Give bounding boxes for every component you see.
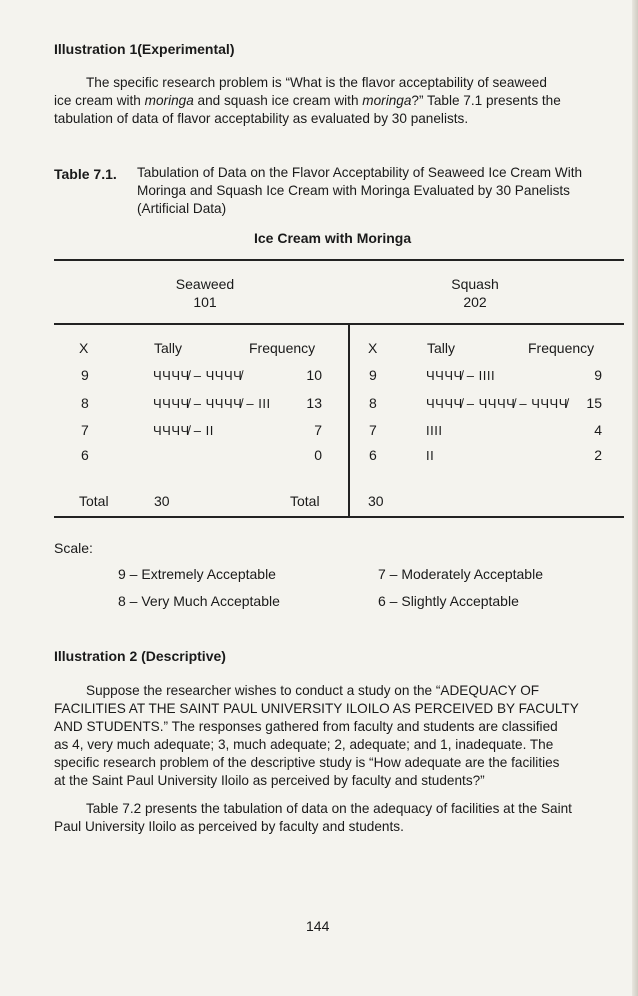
scale-item-9: 9 – Extremely Acceptable <box>118 566 276 582</box>
left-row-3-frequency: 7 <box>314 422 322 438</box>
right-row-2-tally: ЧЧЧЧ̸ – ЧЧЧЧ̸ – ЧЧЧЧ̸ <box>426 396 568 411</box>
left-row-2-tally: ЧЧЧЧ̸ – ЧЧЧЧ̸ – III <box>153 396 271 411</box>
left-row-3-x: 7 <box>81 422 89 438</box>
scale-label: Scale: <box>54 540 93 556</box>
left-row-1-frequency: 10 <box>306 367 322 383</box>
table-header-rule <box>54 323 624 325</box>
table-caption-line-3: (Artificial Data) <box>137 201 227 216</box>
right-row-1-x: 9 <box>369 367 377 383</box>
right-col-frequency: Frequency <box>528 340 595 356</box>
right-group-name: Squash <box>451 276 499 292</box>
para-2-line-6: at the Saint Paul University Iloilo as perceived by faculty and students?” <box>54 773 485 788</box>
right-row-3-tally: IIII <box>426 423 443 438</box>
right-row-4-x: 6 <box>369 447 377 463</box>
para-1-line-2: ice cream with moringa and squash ice cream with moringa?” Table 7.1 presents the <box>54 93 561 108</box>
right-row-3-x: 7 <box>369 422 377 438</box>
illustration-2-heading: Illustration 2 (Descriptive) <box>54 648 226 664</box>
left-row-2-frequency: 13 <box>306 395 322 411</box>
left-total-value: 30 <box>154 493 170 509</box>
scale-item-8: 8 – Very Much Acceptable <box>118 593 280 609</box>
scale-item-7: 7 – Moderately Acceptable <box>378 566 543 582</box>
right-row-3-frequency: 4 <box>594 422 602 438</box>
table-group-title: Ice Cream with Moringa <box>254 230 412 246</box>
right-group-code: 202 <box>463 294 487 310</box>
right-col-x: X <box>368 340 378 356</box>
left-row-4-x: 6 <box>81 447 89 463</box>
para-1-line-3: tabulation of data of flavor acceptability as evaluated by 30 panelists. <box>54 111 469 126</box>
para-1-line-1: The specific research problem is “What is the flavor acceptability of seaweed <box>86 75 547 90</box>
scale-item-6: 6 – Slightly Acceptable <box>378 593 519 609</box>
para-2-line-1: Suppose the researcher wishes to conduct a study on the “ADEQUACY OF <box>86 683 540 698</box>
left-col-x: X <box>79 340 89 356</box>
right-row-2-x: 8 <box>369 395 377 411</box>
left-row-1-x: 9 <box>81 367 89 383</box>
right-col-tally: Tally <box>427 340 456 356</box>
table-label: Table 7.1. <box>54 166 117 182</box>
left-row-1-tally: ЧЧЧЧ̸ – ЧЧЧЧ̸ <box>153 368 243 383</box>
table-caption-line-1: Tabulation of Data on the Flavor Acceptability of Seaweed Ice Cream With <box>137 165 583 180</box>
right-row-1-frequency: 9 <box>594 367 602 383</box>
left-group-name: Seaweed <box>175 276 235 292</box>
para-3-line-2: Paul University Iloilo as perceived by faculty and students. <box>54 819 404 834</box>
right-row-4-frequency: 2 <box>594 447 602 463</box>
table-bottom-rule <box>54 516 624 518</box>
page-edge <box>632 0 638 996</box>
mid-total-label: Total <box>290 493 320 509</box>
left-col-frequency: Frequency <box>249 340 316 356</box>
right-row-1-tally: ЧЧЧЧ̸ – IIII <box>426 368 496 383</box>
table-middle-divider <box>348 323 350 517</box>
right-row-2-frequency: 15 <box>586 395 602 411</box>
right-total-value: 30 <box>368 493 384 509</box>
page-number: 144 <box>306 918 330 934</box>
left-total-label: Total <box>79 493 109 509</box>
para-2-line-5: specific research problem of the descriptive study is “How adequate are the facilities <box>54 755 560 770</box>
table-caption-line-2: Moringa and Squash Ice Cream with Moringa Evaluated by 30 Panelists <box>137 183 570 198</box>
table-top-rule <box>54 259 624 261</box>
para-2-line-2: FACILITIES AT THE SAINT PAUL UNIVERSITY ILOILO AS PERCEIVED BY FACULTY <box>54 701 579 716</box>
illustration-1-heading: Illustration 1(Experimental) <box>54 41 235 57</box>
left-group-code: 101 <box>193 294 217 310</box>
left-col-tally: Tally <box>154 340 183 356</box>
left-row-4-frequency: 0 <box>314 447 322 463</box>
right-row-4-tally: II <box>426 448 435 463</box>
para-2-line-3: AND STUDENTS.” The responses gathered from faculty and students are classified <box>54 719 558 734</box>
left-row-3-tally: ЧЧЧЧ̸ – II <box>153 423 214 438</box>
left-row-2-x: 8 <box>81 395 89 411</box>
para-3-line-1: Table 7.2 presents the tabulation of data on the adequacy of facilities at the Saint <box>86 801 572 816</box>
para-2-line-4: as 4, very much adequate; 3, much adequate; 2, adequate; and 1, inadequate. The <box>54 737 554 752</box>
